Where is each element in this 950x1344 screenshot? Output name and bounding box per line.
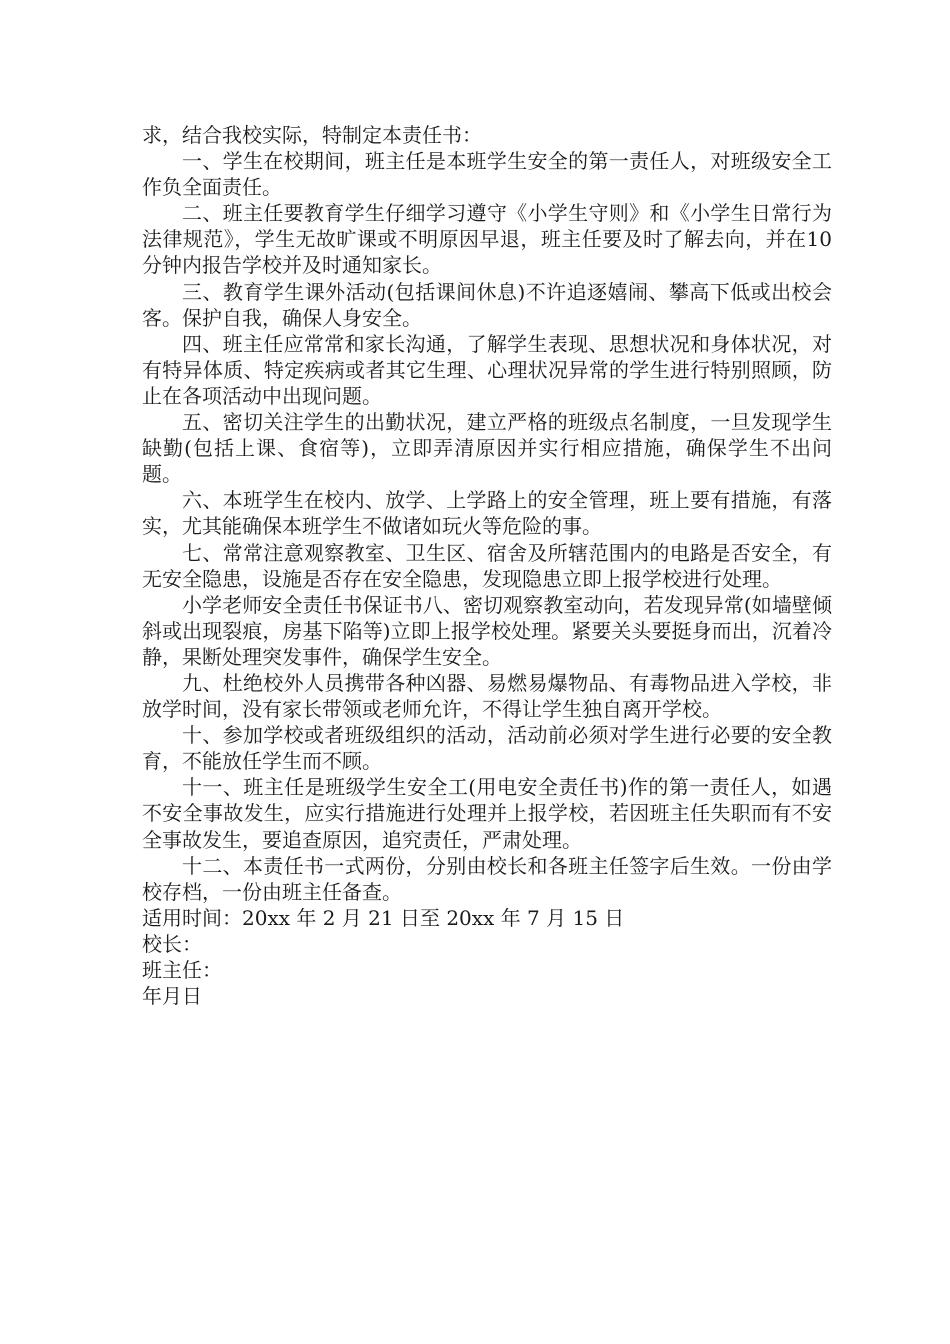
clause-12: 十二、本责任书一式两份，分别由校长和各班主任签字后生效。一份由学校存档，一份由班主任备查。 [142, 853, 832, 904]
date-line: 年月日 [142, 984, 202, 1009]
clause-4: 四、班主任应常常和家长沟通，了解学生表现、思想状况和身体状况，对有特异体质、特定疾病或者其它生理、心理状况异常的学生进行特别照顾，防止在各项活动中出现问题。 [142, 331, 832, 408]
clause-1: 一、学生在校期间，班主任是本班学生安全的第一责任人，对班级安全工作负全面责任。 [142, 149, 832, 200]
clause-11: 十一、班主任是班级学生安全工(用电安全责任书)作的第一责任人，如遇不安全事故发生，应实行措施进行处理并上报学校，若因班主任失职而有不安全事故发生，要追查原因，追究责任，严肃处理。 [142, 775, 832, 852]
clause-6: 六、本班学生在校内、放学、上学路上的安全管理，班上要有措施，有落实，尤其能确保本班学生不做诸如玩火等危险的事。 [142, 488, 832, 539]
clause-5: 五、密切关注学生的出勤状况，建立严格的班级点名制度，一旦发现学生缺勤(包括上课、食宿等)，立即弄清原因并实行相应措施，确保学生不出问题。 [142, 410, 832, 487]
intro-paragraph: 求，结合我校实际，特制定本责任书： [142, 123, 482, 147]
principal-signature-line: 校长： [142, 931, 202, 956]
clause-2: 二、班主任要教育学生仔细学习遵守《小学生守则》和《小学生日常行为法律规范》，学生无故旷课或不明原因早退，班主任要及时了解去向，并在10分钟内报告学校并及时通知家长。 [142, 201, 832, 278]
document-body [142, 122, 832, 1009]
clause-3: 三、教育学生课外活动(包括课间休息)不许追逐嬉闹、攀高下低或出校会客。保护自我，确保人身安全。 [142, 279, 832, 330]
clause-7: 七、常常注意观察教室、卫生区、宿舍及所辖范围内的电路是否安全，有无安全隐患，设施是否存在安全隐患，发现隐患立即上报学校进行处理。 [142, 540, 832, 591]
clause-10: 十、参加学校或者班级组织的活动，活动前必须对学生进行必要的安全教育，不能放任学生而不顾。 [142, 723, 832, 774]
clause-9: 九、杜绝校外人员携带各种凶器、易燃易爆物品、有毒物品进入学校，非放学时间，没有家长带领或老师允许，不得让学生独自离开学校。 [142, 670, 832, 722]
validity-period: 适用时间：20xx 年 2 月 21 日至 20xx 年 7 月 15 日 [142, 905, 625, 930]
teacher-signature-line: 班主任： [142, 958, 222, 982]
clause-8: 小学老师安全责任书保证书八、密切观察教室动向，若发现异常(如墙壁倾斜或出现裂痕，房基下陷等)立即上报学校处理。紧要关头要挺身而出，沉着冷静，果断处理突发事件，确保学生安全。 [142, 592, 832, 669]
